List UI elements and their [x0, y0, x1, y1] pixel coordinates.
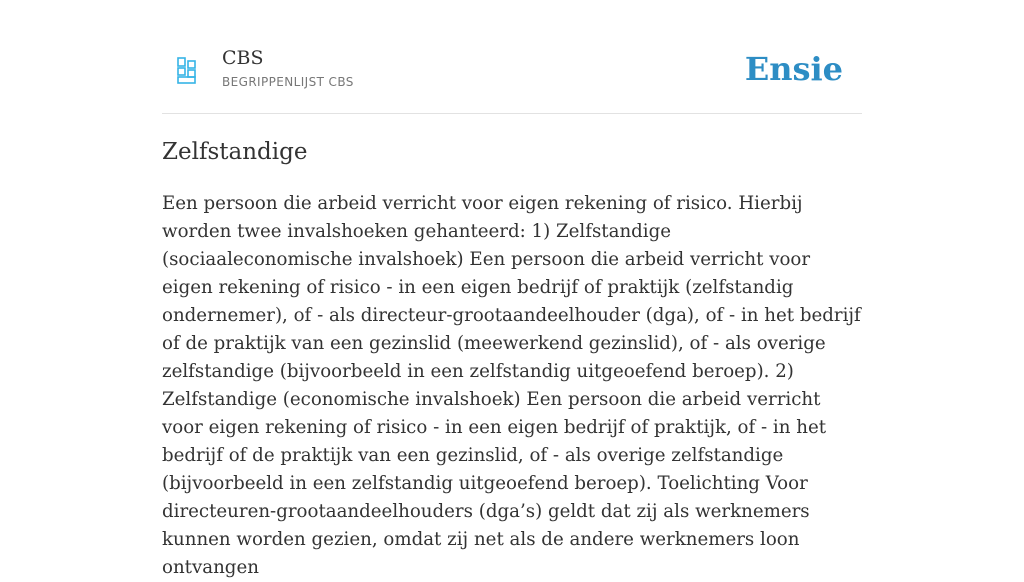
entry-header: [162, 0, 862, 114]
ensie-logo-link[interactable]: Ensie: [744, 50, 843, 88]
page-content: [162, 0, 862, 578]
source-name: CBS: [222, 47, 264, 69]
source-subtitle: BEGRIPPENLIJST CBS: [222, 75, 354, 89]
entry-definition: Een persoon die arbeid verricht voor eigen rekening of risico. Hierbij worden twee invalshoeken gehanteerd: 1) Zelfstandige (sociaaleconomische invalshoek) Een persoon die arbeid verricht voor eigen rekening of risico - in een eigen bedrijf of praktijk (zelfstandig ondernemer), of - als directeur-grootaandeelhouder (dga), of - in het bedrijf of de praktijk van een gezinslid (meewerkend gezinslid), of - als overige zelfstandige (bijvoorbeeld in een zelfstandig uitgeoefend beroep). 2) Zelfstandige (economische invalshoek) Een persoon die arbeid verricht voor eigen rekening of risico - in een eigen bedrijf of praktijk, of - in het bedrijf of de praktijk van een gezinslid, of - als overige zelfstandige (bijvoorbeeld in een zelfstandig uitgeoefend beroep). Toelichting Voor directeuren-grootaandeelhouders (dga’s) geldt dat zij als werknemers kunnen worden gezien, omdat zij net als de andere werknemers loon ontvangen: [162, 193, 861, 578]
cbs-logo-icon: [176, 56, 198, 86]
entry-term: Zelfstandige: [162, 139, 308, 165]
